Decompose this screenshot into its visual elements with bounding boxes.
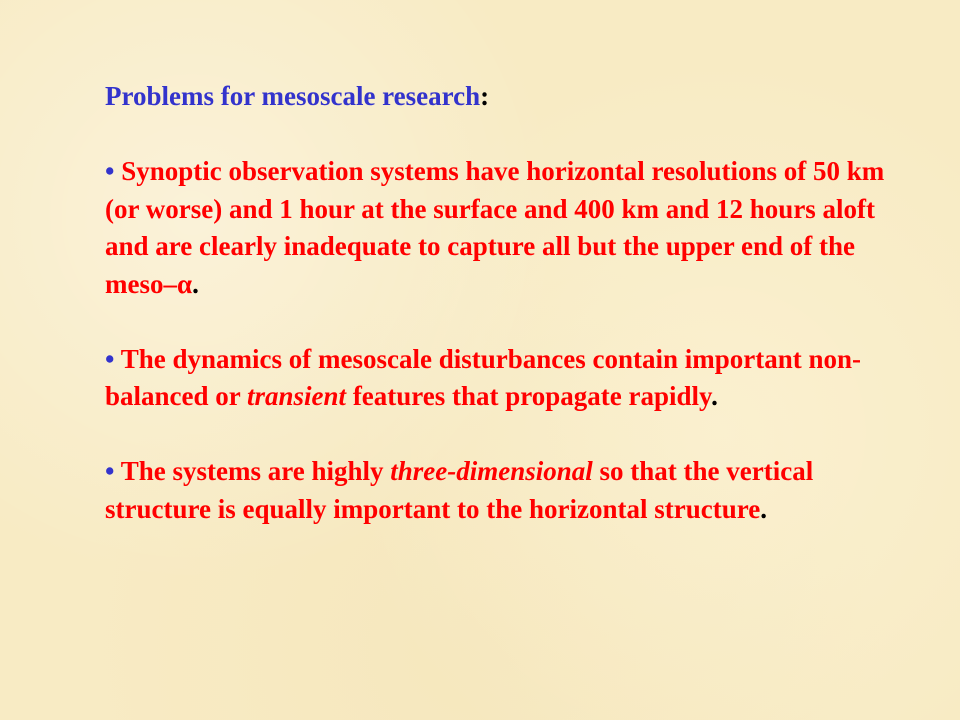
- bullet-emphasis: transient: [247, 381, 347, 411]
- bullet-text-cont: so that the vertical structure is equally important to the horizontal structure: [105, 456, 814, 524]
- bullet-period: .: [192, 268, 199, 299]
- bullet-text: The dynamics of mesoscale disturbances contain important non-balanced or: [105, 343, 861, 411]
- bullet-period: .: [711, 381, 718, 411]
- bullet-text-cont: features that propagate rapidly: [346, 381, 712, 411]
- bullet-text: Synoptic observation systems have horizontal resolutions of 50 km (or worse) and 1 hour at the surface and 400 km and 12 hours aloft and are clearly inadequate to capture all but the upper end of the meso–α: [105, 156, 885, 299]
- slide-title: [105, 78, 905, 116]
- bullet-marker: •: [105, 156, 115, 186]
- slide-content: [105, 78, 905, 528]
- bullet-text: The systems are highly: [120, 456, 391, 486]
- title-text: Problems for mesoscale research: [105, 81, 481, 111]
- bullet-marker: •: [105, 456, 115, 486]
- bullet-item-1: [105, 153, 905, 303]
- bullet-period: .: [760, 493, 767, 524]
- bullet-item-3: [105, 453, 905, 528]
- bullet-marker: •: [105, 343, 115, 374]
- bullet-emphasis: three-dimensional: [390, 456, 593, 486]
- bullet-item-2: [105, 341, 905, 416]
- title-colon: :: [480, 81, 490, 111]
